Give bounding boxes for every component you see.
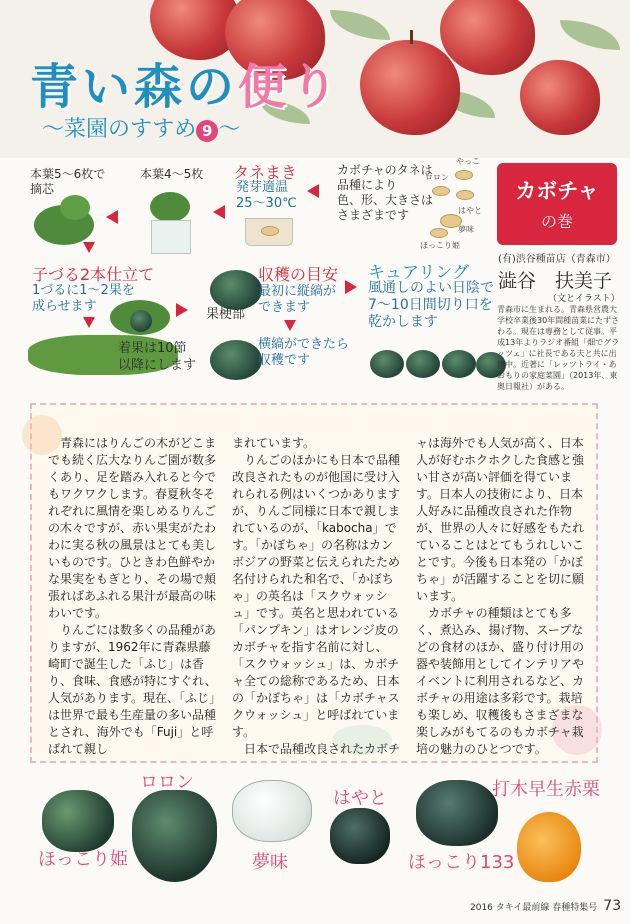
pumpkin-stem-illustration (210, 340, 262, 380)
variety-roron: ロロン (140, 772, 194, 793)
arrow-down (83, 242, 95, 253)
step-harvest-title: 収穫の目安 (258, 265, 339, 284)
paragraph: カボチャの種類はとても多く、煮込み、揚げ物、スープなどの食材のほか、盛り付け用の器や装飾用としてインテリアやイベントに利用されるなど、カボチャの用途は多彩です。栽培も楽しめ、収穫後もさまざまな楽しみがもてるのもカボチャ栽培の魅力のひとつです。 (416, 606, 585, 756)
fruit-illustration (130, 310, 152, 332)
pot-illustration (151, 220, 191, 254)
step-pinching: 本葉5〜6枚で 摘芯 (30, 167, 106, 196)
apple-illustration (440, 0, 535, 75)
paragraph: ャは海外でも人気が高く、日本人が好むホクホクした食感と強い甘さが高い評価を得ています。日本人の技術により、日本人好みに品種改良された作物が、世界の人々に好感をもたれていることはとてもうれしいことです。今後も日本発の「かぼちゃ」が活躍することを切に願います。 (416, 436, 585, 603)
section-badge (497, 163, 617, 245)
step-sowing-temp: 発芽適温 25〜30℃ (236, 180, 297, 211)
seed-yakko (455, 170, 473, 180)
paragraph: りんごには数多くの品種がありますが、1962年に青森県藤崎町で誕生した「ふじ」は香り、食味、食感が特にすぐれ、人気があります。現在、「ふじ」は世界で最も生産量の多い品種とされ、海外でも「Fuji」と呼ばれて親し (48, 623, 217, 756)
step-curing-title: キュアリング (368, 263, 469, 283)
seedling-illustration (150, 192, 190, 222)
step-true-leaves: 本葉4〜5枚 (140, 167, 204, 181)
author-role: （文とイラスト） (548, 294, 620, 304)
step-sowing-title: タネまき (233, 163, 298, 182)
apple-stem (410, 30, 413, 44)
seed-label-yakko: やっこ (456, 157, 480, 166)
curing-pumpkin (370, 350, 404, 378)
paragraph: 青森にはりんごの木がどこまでも続く広大なりんご園が数多くあり、足を踏み入れると今でもワクワクします。春夏秋冬それぞれに風情を楽しめるりんごの木々ですが、赤い果実がたわわに実る秋の風景はとても美しいものです。ひときわ色鮮やかな果実をもぎとり、その場で頬張ればあふれる果汁が最高の味わいです。 (48, 436, 217, 620)
variety-uchiki-wase-akaguri: 打木早生赤栗 (492, 779, 600, 800)
stem-label: 果梗部 (206, 307, 246, 322)
leaf-decoration (560, 20, 620, 50)
apple-illustration (520, 60, 600, 135)
variety-hayato: はやと (333, 788, 387, 809)
seed-label-hayato: はやと (458, 206, 482, 215)
seed-label-yumemi: 夢味 (458, 225, 474, 234)
pumpkin-hayato (330, 808, 390, 864)
pumpkin-hokkori-hime (42, 790, 114, 852)
pumpkin-uchiki (517, 812, 581, 882)
seed-label-hokkori: ほっこり姫 (420, 241, 460, 250)
author-name: 澁谷 扶美子 (498, 270, 613, 292)
arrow-down (83, 317, 95, 328)
page-title: 青い森の便り (30, 59, 343, 115)
article-column-2 (232, 435, 404, 758)
arrow-left (213, 205, 225, 219)
paragraph: 日本で品種改良されたカボチ (244, 742, 401, 756)
pumpkin-yumemi (232, 780, 312, 842)
variety-yumemi: 夢味 (252, 852, 288, 873)
step-fruiting: 着果は10節 以降にします (118, 341, 197, 373)
leaf-decoration (330, 10, 390, 40)
arrow-down (284, 320, 296, 331)
step-harvest-desc: 最初に縦縞が できます (258, 284, 337, 315)
seedling-illustration (60, 195, 90, 220)
page-subtitle: 〜菜園のすすめ 9 〜 (42, 117, 241, 142)
variety-hokkori-hime: ほっこり姫 (38, 849, 128, 870)
header-banner (0, 0, 630, 158)
article-box (30, 403, 598, 763)
step-training-desc: 1づるに1〜2果を 成らせます (32, 283, 135, 314)
arrow-left (307, 184, 319, 198)
arrow-right (176, 303, 188, 317)
paragraph: まれています。 (232, 436, 316, 450)
arrow-left (106, 210, 118, 224)
step-curing-desc: 風通しのよい日陰で 7〜10日間切り口を 乾かします (368, 280, 494, 330)
article-column-3 (416, 435, 588, 758)
author-bio: 青森市に生まれる。青森県営農大学校卒業後30年間種苗業にたずさわる。現在は専務として従事。平成13年よりラジオ番組「畑でグラッツェ」に社長である夫と共に出演中。近著に「レッツトライ・あおもりの家庭菜園」（2013年、東奥日報社）がある。 (497, 305, 620, 391)
badge-subtitle: の巻 (540, 212, 573, 231)
badge-title: カボチャ (515, 179, 599, 203)
step-training-title: 子づる2本仕立て (32, 265, 155, 284)
apple-illustration (360, 40, 460, 135)
seed-roron (432, 186, 450, 196)
step-seed-note: カボチャのタネは 品種により 色、形、大きさは さまざまです (337, 163, 434, 222)
curing-pumpkin (442, 350, 476, 378)
paragraph: りんごのほかにも日本で品種改良されたものが他国に受け入れられる例はいくつかありますが、りんご同様に日本で親しまれているのが、「kabocha」です。「かぼちゃ」の名称はカンボジアの野菜と伝えられたため名付けられた和名で、「かぼちゃ」の英名は「スクウォッシュ」です。英名と思われている「パンプキン」はオレンジ皮のカボチャを指す名前に対し、「スクウォッシュ」は、カボチャ全ての総称であるため、日本の「かぼちゃ」は「カボチャスクウォッシュ」と呼ばれています。 (232, 453, 401, 739)
seed-label-roron: ロロン (425, 173, 449, 182)
seed-hokkori (430, 228, 448, 238)
footer-text: 2016 タキイ最前線 春種特集号 (470, 903, 598, 913)
page-footer (470, 898, 621, 914)
pumpkin-hokkori133 (416, 780, 498, 846)
pumpkin-stem-illustration (210, 270, 262, 310)
seed-hayato (456, 190, 474, 200)
seed-illustration (261, 226, 279, 236)
page-number: 73 (603, 898, 622, 914)
curing-pumpkin (406, 350, 440, 378)
arrow-right (345, 280, 357, 294)
article-column-1 (48, 435, 220, 758)
pumpkin-roron (132, 790, 217, 882)
step-harvest-ready: 横縞ができたら 収穫です (258, 337, 350, 368)
variety-hokkori133: ほっこり133 (408, 852, 515, 873)
author-shop: (有)渋谷種苗店（青森市） (498, 254, 616, 265)
issue-number-badge: 9 (196, 120, 218, 142)
